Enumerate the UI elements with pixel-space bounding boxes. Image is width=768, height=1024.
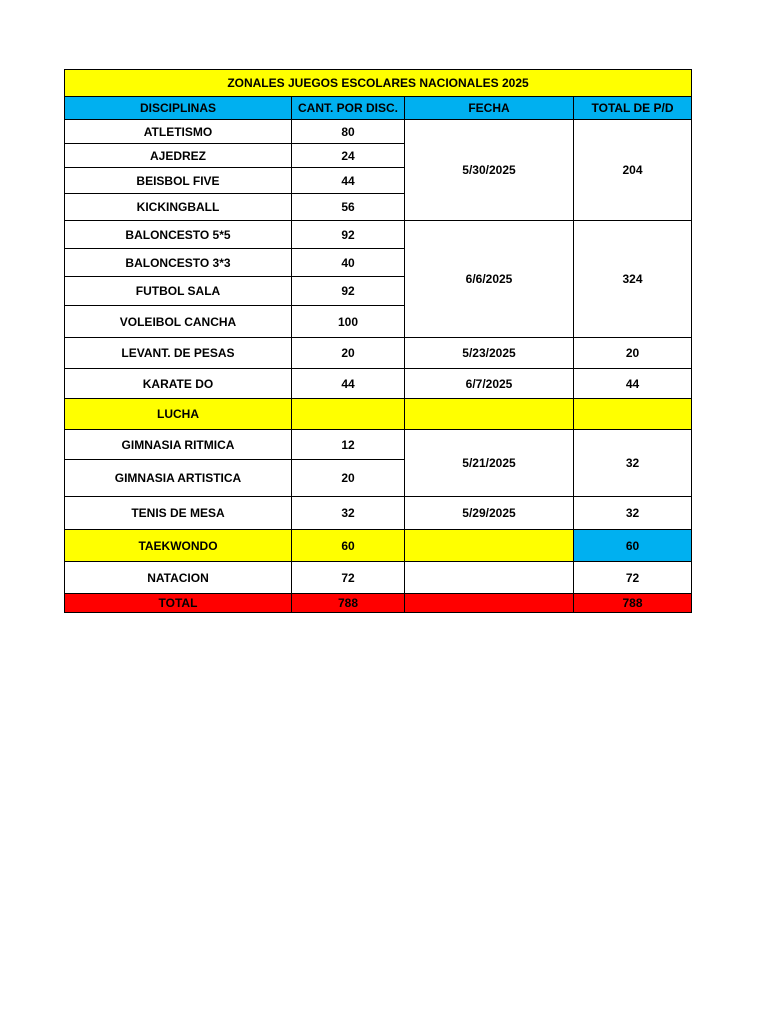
table-row xyxy=(65,562,692,594)
count-cell: 20 xyxy=(292,338,405,369)
count-cell: 12 xyxy=(292,430,405,460)
total-cell: 204 xyxy=(574,120,692,221)
discipline-cell: GIMNASIA RITMICA xyxy=(65,430,292,460)
discipline-cell: GIMNASIA ARTISTICA xyxy=(65,460,292,497)
table-row-highlight xyxy=(65,399,692,430)
totals-row xyxy=(65,594,692,613)
discipline-cell: TENIS DE MESA xyxy=(65,497,292,530)
count-cell: 92 xyxy=(292,277,405,306)
date-cell: 5/30/2025 xyxy=(405,120,574,221)
total-cell: 60 xyxy=(574,530,692,562)
discipline-cell: FUTBOL SALA xyxy=(65,277,292,306)
discipline-cell: KICKINGBALL xyxy=(65,194,292,221)
header-disciplinas: DISCIPLINAS xyxy=(65,97,292,120)
count-cell: 80 xyxy=(292,120,405,144)
count-cell: 56 xyxy=(292,194,405,221)
totals-date xyxy=(405,594,574,613)
count-cell: 100 xyxy=(292,306,405,338)
header-cant: CANT. POR DISC. xyxy=(292,97,405,120)
totals-count: 788 xyxy=(292,594,405,613)
total-cell xyxy=(574,399,692,430)
total-cell: 20 xyxy=(574,338,692,369)
date-cell xyxy=(405,562,574,594)
total-cell: 324 xyxy=(574,221,692,338)
header-total: TOTAL DE P/D xyxy=(574,97,692,120)
discipline-cell: LEVANT. DE PESAS xyxy=(65,338,292,369)
discipline-cell: LUCHA xyxy=(65,399,292,430)
discipline-cell: AJEDREZ xyxy=(65,144,292,168)
date-cell: 5/23/2025 xyxy=(405,338,574,369)
header-fecha: FECHA xyxy=(405,97,574,120)
table-row xyxy=(65,497,692,530)
total-cell: 32 xyxy=(574,430,692,497)
count-cell xyxy=(292,399,405,430)
date-cell xyxy=(405,530,574,562)
count-cell: 40 xyxy=(292,249,405,277)
date-cell xyxy=(405,399,574,430)
discipline-cell: BEISBOL FIVE xyxy=(65,168,292,194)
count-cell: 32 xyxy=(292,497,405,530)
date-cell: 6/7/2025 xyxy=(405,369,574,399)
table-row-highlight xyxy=(65,530,692,562)
count-cell: 44 xyxy=(292,168,405,194)
totals-total: 788 xyxy=(574,594,692,613)
total-cell: 44 xyxy=(574,369,692,399)
header-row xyxy=(65,97,692,120)
discipline-cell: VOLEIBOL CANCHA xyxy=(65,306,292,338)
discipline-cell: BALONCESTO 5*5 xyxy=(65,221,292,249)
results-table xyxy=(64,69,692,613)
discipline-cell: TAEKWONDO xyxy=(65,530,292,562)
date-cell: 6/6/2025 xyxy=(405,221,574,338)
table-row xyxy=(65,221,692,249)
discipline-cell: KARATE DO xyxy=(65,369,292,399)
table-row xyxy=(65,430,692,460)
discipline-cell: BALONCESTO 3*3 xyxy=(65,249,292,277)
table-row xyxy=(65,369,692,399)
table-row xyxy=(65,338,692,369)
count-cell: 24 xyxy=(292,144,405,168)
count-cell: 20 xyxy=(292,460,405,497)
date-cell: 5/29/2025 xyxy=(405,497,574,530)
totals-label: TOTAL xyxy=(65,594,292,613)
count-cell: 92 xyxy=(292,221,405,249)
date-cell: 5/21/2025 xyxy=(405,430,574,497)
title-row xyxy=(65,70,692,97)
count-cell: 44 xyxy=(292,369,405,399)
discipline-cell: ATLETISMO xyxy=(65,120,292,144)
count-cell: 60 xyxy=(292,530,405,562)
sheet-title: ZONALES JUEGOS ESCOLARES NACIONALES 2025 xyxy=(65,70,692,97)
table-row xyxy=(65,120,692,144)
total-cell: 32 xyxy=(574,497,692,530)
count-cell: 72 xyxy=(292,562,405,594)
discipline-cell: NATACION xyxy=(65,562,292,594)
total-cell: 72 xyxy=(574,562,692,594)
